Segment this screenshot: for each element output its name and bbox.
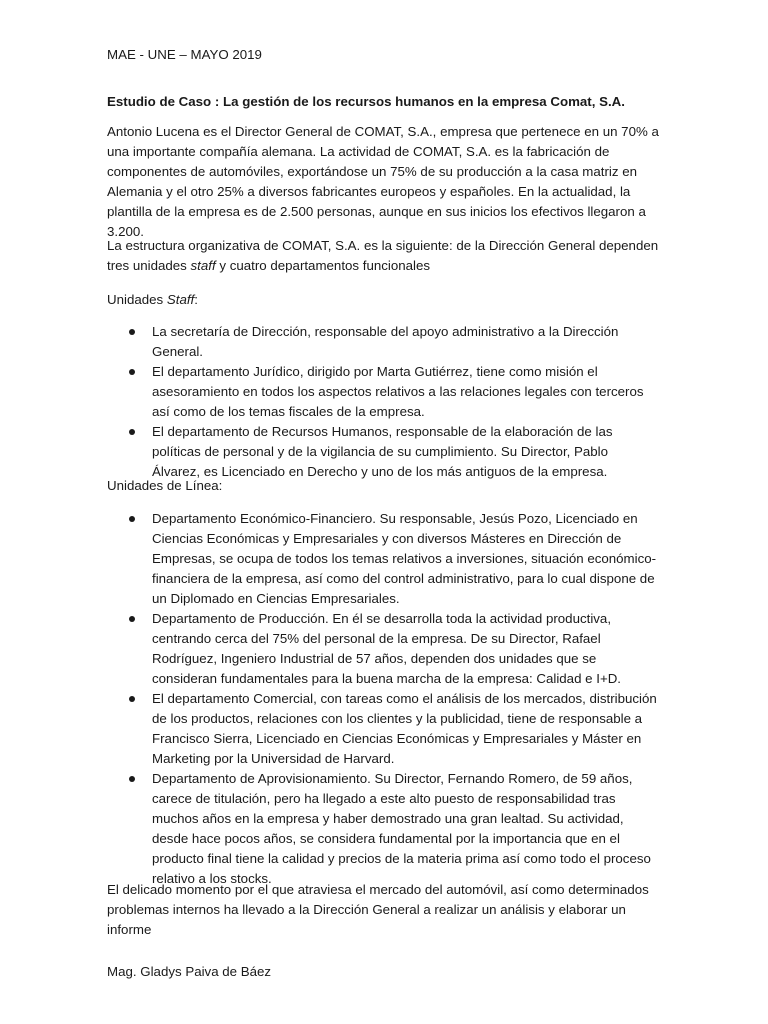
bullet-icon — [129, 329, 135, 335]
list-item — [107, 769, 659, 889]
staff-heading-em: Staff — [166, 292, 195, 307]
staff-heading-before: Unidades — [107, 292, 167, 307]
list-item-text: El departamento Jurídico, dirigido por Marta Gutiérrez, tiene como misión el asesoramiento en todos los aspectos relativos a las relaciones legales con terceros así como de los temas fiscales de la empresa. — [152, 364, 644, 419]
line-units-list — [107, 509, 659, 889]
staff-units-heading — [107, 290, 198, 310]
closing-paragraph: El delicado momento por el que atraviesa el mercado del automóvil, así como determinados problemas internos ha llevado a la Dirección General a realizar un análisis y elaborar un informe — [107, 882, 649, 937]
bullet-icon — [129, 616, 135, 622]
list-item — [107, 509, 659, 609]
page-header: MAE - UNE – MAYO 2019 — [107, 47, 262, 62]
structure-paragraph — [107, 236, 659, 276]
line-units-heading: Unidades de Línea: — [107, 478, 223, 493]
staff-units-list — [107, 322, 659, 482]
page-footer: Mag. Gladys Paiva de Báez — [107, 964, 272, 979]
list-item — [107, 689, 659, 769]
list-item — [107, 362, 659, 422]
bullet-icon — [129, 776, 135, 782]
list-item-text: El departamento Comercial, con tareas como el análisis de los mercados, distribución de los productos, relaciones con los clientes y la publicidad, tiene de responsable a Francisco Sierra, Licenciado en Ciencias Económicas y Empresariales y Máster en Marketing por la Universidad de Harvard. — [152, 691, 657, 766]
structure-text-before: La estructura organizativa de COMAT, S.A. es la siguiente: de la Dirección General dependen tres unidades — [107, 238, 659, 273]
staff-heading-after: : — [194, 292, 198, 307]
list-item-text: Departamento de Producción. En él se desarrolla toda la actividad productiva, centrando cerca del 75% del personal de la empresa. De su Director, Rafael Rodríguez, Ingeniero Industrial de 57 años, dependen dos unidades que se consideran fundamentales para la buena marcha de la empresa: Calidad e I+D. — [152, 611, 622, 686]
bullet-icon — [129, 696, 135, 702]
structure-text-em: staff — [190, 258, 216, 273]
case-study-title: Estudio de Caso : La gestión de los recursos humanos en la empresa Comat, S.A. — [107, 94, 625, 109]
list-item — [107, 322, 659, 362]
list-item — [107, 422, 659, 482]
bullet-icon — [129, 516, 135, 522]
bullet-icon — [129, 429, 135, 435]
structure-text-after: y cuatro departamentos funcionales — [215, 258, 431, 273]
list-item-text: La secretaría de Dirección, responsable del apoyo administrativo a la Dirección General. — [152, 324, 619, 359]
bullet-icon — [129, 369, 135, 375]
list-item-text: Departamento Económico-Financiero. Su responsable, Jesús Pozo, Licenciado en Ciencias Económicas y Empresariales y con diversos Másteres en Dirección de Empresas, se ocupa de todos los temas relativos a inversiones, situación económico-financiera de la empresa, así como del control administrativo, para lo cual dispone de un Diplomado en Ciencias Empresariales. — [152, 511, 657, 606]
list-item-text: El departamento de Recursos Humanos, responsable de la elaboración de las políticas de personal y de la vigilancia de su cumplimiento. Su Director, Pablo Álvarez, es Licenciado en Derecho y uno de los más antiguos de la empresa. — [152, 424, 613, 479]
intro-paragraph: Antonio Lucena es el Director General de COMAT, S.A., empresa que pertenece en un 70% a una importante compañía alemana. La actividad de COMAT, S.A. es la fabricación de componentes de automóviles, exportándose un 75% de su producción a la casa matriz en Alemania y el otro 25% a diversos fabricantes europeos y españoles. En la actualidad, la plantilla de la empresa es de 2.500 personas, aunque en sus inicios los efectivos llegaron a 3.200. — [107, 124, 659, 239]
list-item — [107, 609, 659, 689]
list-item-text: Departamento de Aprovisionamiento. Su Director, Fernando Romero, de 59 años, carece de titulación, pero ha llegado a este alto puesto de responsabilidad tras muchos años en la empresa y haber demostrado una gran lealtad. Su actividad, desde hace pocos años, se considera fundamental por la importancia que en el producto final tiene la calidad y precios de la materia prima así como todo el proceso relativo a los stocks. — [152, 771, 651, 886]
